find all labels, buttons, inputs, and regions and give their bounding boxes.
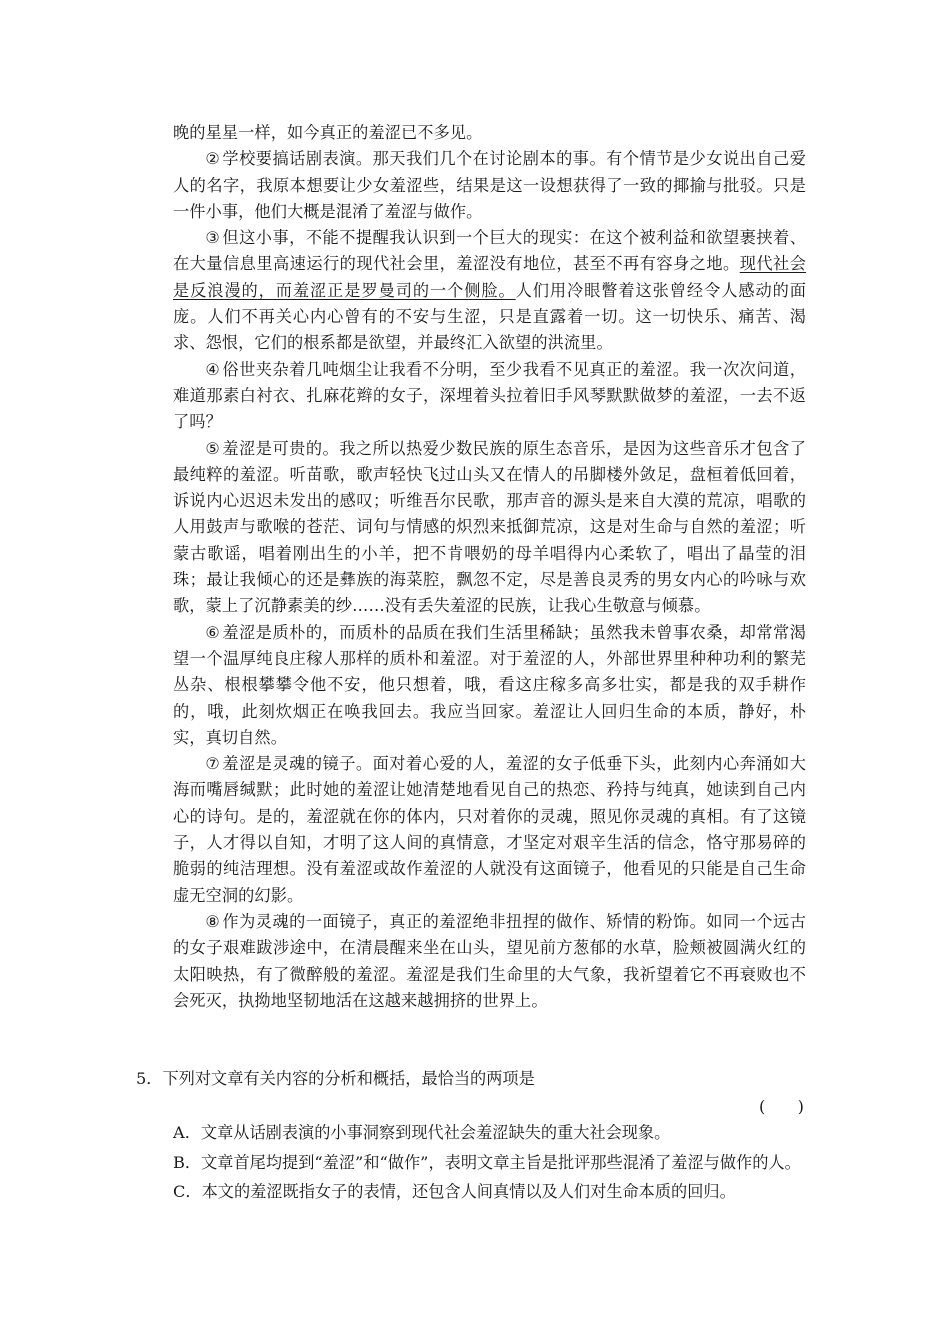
paragraph-text: 人们用冷眼瞥着这张曾经令人感动的面庞。人们不再关心内心曾有的不安与生涩，只是直露着一切。这一切快乐、痛苦、渴求、怨恨，它们的根系都是欲望，并最终汇入欲望的洪流里。 (173, 280, 807, 353)
option-c[interactable] (173, 1179, 806, 1205)
option-text: 本文的羞涩既指女子的表情，还包含人间真情以及人们对生命本质的回归。 (201, 1181, 736, 1201)
question-5 (136, 1066, 806, 1208)
option-label: C． (173, 1181, 202, 1201)
paragraph-4 (173, 357, 806, 436)
option-b[interactable] (173, 1150, 806, 1176)
paragraph-text: 学校要搞话剧表演。那天我们几个在讨论剧本的事。有个情节是少女说出自己爱人的名字，我原本想要让少女羞涩些，结果是这一设想获得了一致的揶揄与批驳。只是一件小事，他们大概是混淆了羞涩与做作。 (173, 149, 806, 221)
question-stem (136, 1066, 806, 1092)
question-text: 下列对文章有关内容的分析和概括，最恰当的两项是 (162, 1069, 535, 1088)
answer-options (136, 1120, 806, 1205)
paragraph-text: 但这小事，不能不提醒我认识到一个巨大的现实：在这个被利益和欲望裹挟着、在大量信息里高速运行的现代社会里，羞涩没有地位，甚至不再有容身之地。 (173, 228, 806, 274)
paragraph-number: ⑤ (205, 438, 221, 458)
paragraph-number: ⑥ (205, 622, 221, 642)
option-label: A． (173, 1123, 201, 1143)
paragraph-text: 作为灵魂的一面镜子，真正的羞涩绝非扭捏的做作、矫情的粉饰。如同一个远古的女子艰难跋涉途中，在清晨醒来坐在山头，望见前方葱郁的水草，脸颊被圆满火红的太阳映热，有了微醉般的羞涩。羞涩是我们生命里的大气象，我祈望着它不再衰败也不会死灭，执拗地坚韧地活在这越来越拥挤的世界上。 (173, 911, 806, 1010)
paragraph-3 (173, 225, 806, 356)
paragraph-5 (173, 436, 806, 620)
underlined-sentence: 现代社会是反浪漫的，而羞涩正是罗曼司的一个侧脸。 (173, 254, 806, 300)
paragraph-6 (173, 620, 806, 751)
paragraph-number: ⑧ (205, 911, 221, 931)
question-number: 5． (136, 1069, 163, 1088)
paragraph-text: 羞涩是灵魂的镜子。面对着心爱的人，羞涩的女子低垂下头，此刻内心奔涌如大海而嘴唇缄默；此时她的羞涩让她清楚地看见自己的热恋、矜持与纯真，她读到自己内心的诗句。是的，羞涩就在你的体内，只对着你的灵魂，照见你灵魂的真相。有了这镜子，人才得以自知，才明了这人间的真情意，才坚定对艰辛生活的信念，恪守那易碎的脆弱的纯洁理想。没有羞涩或故作羞涩的人就没有这面镜子，他看见的只能是自己生命虚无空洞的幻影。 (173, 754, 806, 905)
paragraph-number: ③ (205, 228, 221, 248)
passage-lead-fragment: 晚的星星一样，如今真正的羞涩已不多见。 (173, 123, 483, 142)
option-label: B． (173, 1152, 202, 1172)
paragraph-number: ② (205, 149, 221, 169)
paragraph-text: 俗世夹杂着几吨烟尘让我看不分明，至少我看不见真正的羞涩。我一次次问道，难道那素白衬衣、扎麻花辫的女子，深埋着头拉着旧手风琴默默做梦的羞涩，一去不返了吗？ (173, 359, 806, 432)
paragraph-text: 羞涩是质朴的，而质朴的品质在我们生活里稀缺；虽然我未曾事农桑，却常常渴望一个温厚纯良庄稼人那样的质朴和羞涩。对于羞涩的人，外部世界里种种功利的繁芜丛杂、根根攀攀令他不安，他只想着，哦，看这庄稼多高多壮实，都是我的双手耕作的，哦，此刻炊烟正在唤我回去。我应当回家。羞涩让人回归生命的本质，静好，朴实，真切自然。 (173, 622, 806, 747)
paragraph-7 (173, 751, 806, 909)
option-text: 文章首尾均提到“羞涩”和“做作”，表明文章主旨是批评那些混淆了羞涩与做作的人。 (201, 1152, 801, 1172)
paragraph-2 (173, 146, 806, 225)
paragraph-number: ④ (205, 359, 221, 379)
answer-bracket[interactable]: ( ) (758, 1097, 804, 1117)
passage (173, 120, 806, 1014)
paragraph-8 (173, 909, 806, 1014)
option-a[interactable] (173, 1120, 806, 1146)
option-text: 文章从话剧表演的小事洞察到现代社会羞涩缺失的重大社会现象。 (200, 1123, 671, 1143)
paragraph-number: ⑦ (205, 754, 221, 774)
paragraph-text: 羞涩是可贵的。我之所以热爱少数民族的原生态音乐，是因为这些音乐才包含了最纯粹的羞涩。听苗歌，歌声轻快飞过山头又在情人的吊脚楼外敛足，盘桓着低回着，诉说内心迟迟未发出的感叹；听维吾尔民歌，那声音的源头是来自大漠的荒凉，唱歌的人用鼓声与歌喉的苍茫、词句与情感的炽烈来抵御荒凉，这是对生命与自然的羞涩；听蒙古歌谣，唱着刚出生的小羊，把不肯喂奶的母羊唱得内心柔软了，唱出了晶莹的泪珠；最让我倾心的还是彝族的海菜腔，飘忽不定，尽是善良灵秀的男女内心的吟咏与欢歌，蒙上了沉静素美的纱……没有丢失羞涩的民族，让我心生敬意与倾慕。 (173, 438, 806, 616)
